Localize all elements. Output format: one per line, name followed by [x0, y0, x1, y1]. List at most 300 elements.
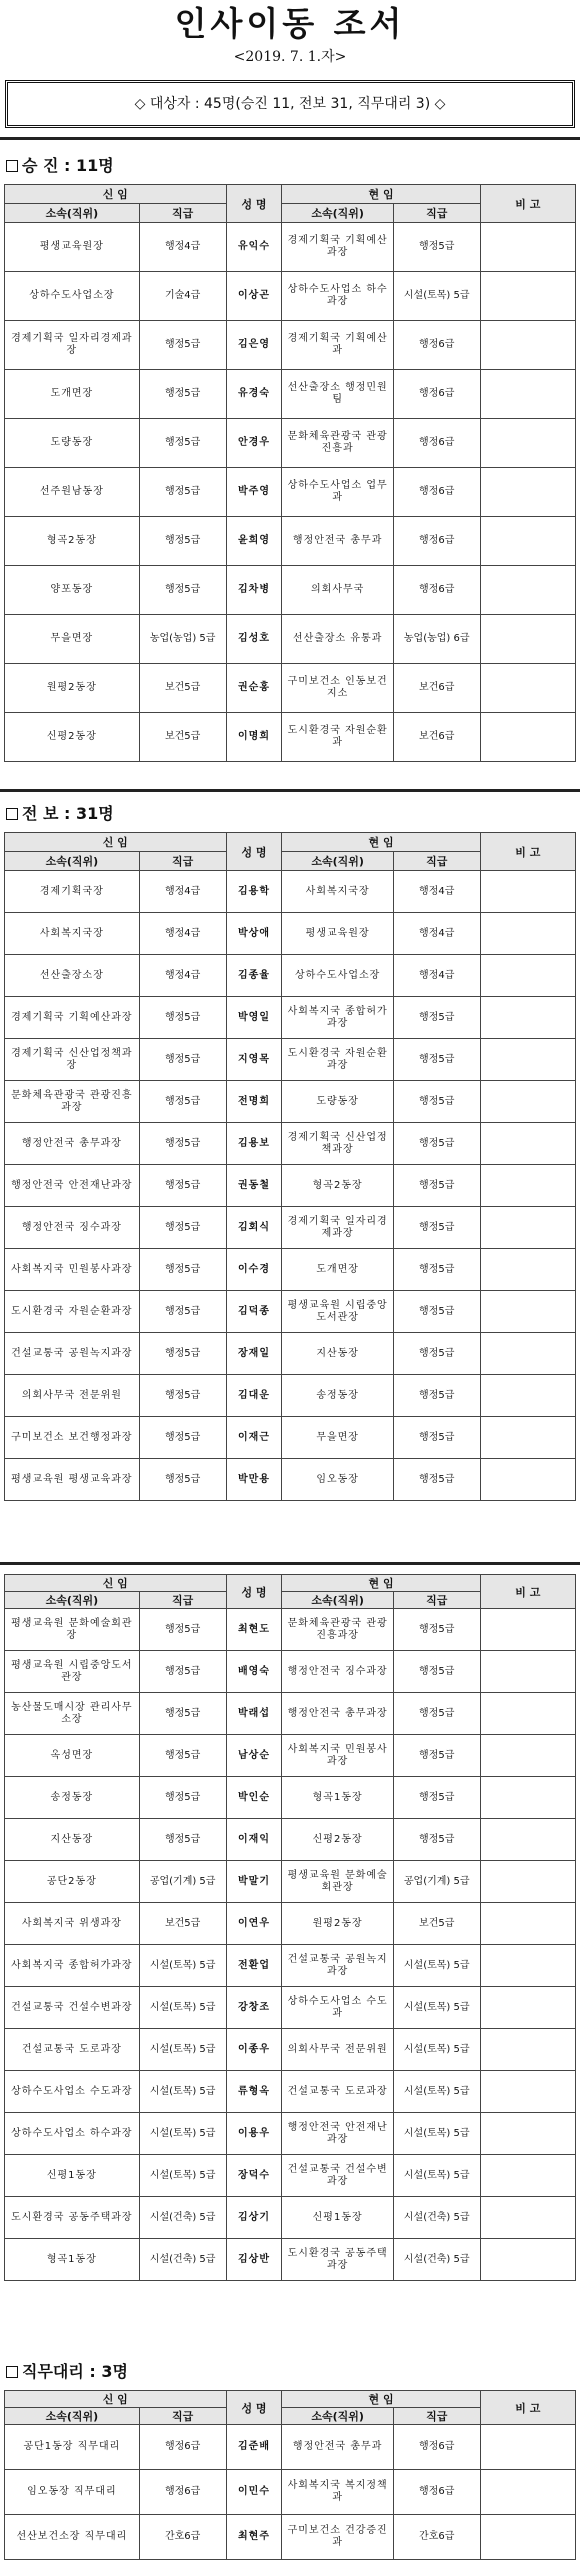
- document-title: 인사이동 조서: [174, 4, 406, 43]
- new-dept-cell: 선주원남동장: [5, 468, 140, 517]
- section-title-text: 직무대리 : 3명: [22, 2362, 128, 2381]
- table-row: [5, 1291, 576, 1333]
- current-grade-cell: 행정5급: [393, 1165, 480, 1207]
- current-grade-cell: 행정5급: [393, 1039, 480, 1081]
- table-row: [5, 566, 576, 615]
- new-dept-cell: 옥성면장: [5, 1735, 140, 1777]
- name-cell: 최현도: [226, 1609, 282, 1651]
- new-grade-cell: 행정6급: [139, 2470, 226, 2515]
- current-grade-cell: 보건6급: [393, 664, 480, 713]
- new-grade-cell: 보건5급: [139, 1903, 226, 1945]
- transfer-table: [4, 832, 576, 1501]
- summary-box: ◇ 대상자 : 45명(승진 11, 전보 31, 직무대리 3) ◇: [5, 80, 575, 128]
- current-grade-cell: 행정5급: [393, 1609, 480, 1651]
- name-cell: 유익수: [226, 223, 282, 272]
- current-dept-cell: 상하수도사업소장: [282, 955, 393, 997]
- current-dept-cell: 도시환경국 자원순환과장: [282, 1039, 393, 1081]
- new-dept-cell: 지산동장: [5, 1819, 140, 1861]
- current-grade-cell: 공업(기계) 5급: [393, 1861, 480, 1903]
- note-cell: [480, 1945, 575, 1987]
- note-cell: [480, 272, 575, 321]
- new-grade-cell: 시설(토목) 5급: [139, 2071, 226, 2113]
- new-dept-cell: 신평1동장: [5, 2155, 140, 2197]
- header-name: 성 명: [226, 833, 282, 871]
- header-grade: 직급: [393, 2408, 480, 2425]
- note-cell: [480, 2515, 575, 2560]
- name-cell: 강창조: [226, 1987, 282, 2029]
- table-row: [5, 1945, 576, 1987]
- table-row: [5, 615, 576, 664]
- current-dept-cell: 사회복지국 복지정책과: [282, 2470, 393, 2515]
- current-dept-cell: 사회복지국장: [282, 871, 393, 913]
- current-grade-cell: 보건6급: [393, 713, 480, 762]
- header-dept: 소속(직위): [282, 1592, 393, 1609]
- new-dept-cell: 형곡1동장: [5, 2239, 140, 2281]
- new-dept-cell: 도량동장: [5, 419, 140, 468]
- table-row: [5, 1081, 576, 1123]
- note-cell: [480, 1735, 575, 1777]
- table-row: [5, 370, 576, 419]
- table-row: [5, 2113, 576, 2155]
- name-cell: 이수경: [226, 1249, 282, 1291]
- new-dept-cell: 선산보건소장 직무대리: [5, 2515, 140, 2560]
- note-cell: [480, 1081, 575, 1123]
- table-row: [5, 1375, 576, 1417]
- note-cell: [480, 1693, 575, 1735]
- note-cell: [480, 2113, 575, 2155]
- new-grade-cell: 행정5급: [139, 1609, 226, 1651]
- name-cell: 지영목: [226, 1039, 282, 1081]
- new-grade-cell: 시설(토목) 5급: [139, 2113, 226, 2155]
- new-grade-cell: 행정4급: [139, 913, 226, 955]
- current-dept-cell: 도량동장: [282, 1081, 393, 1123]
- current-grade-cell: 시설(토목) 5급: [393, 2029, 480, 2071]
- name-cell: 김은영: [226, 321, 282, 370]
- table-row: [5, 517, 576, 566]
- note-cell: [480, 517, 575, 566]
- current-dept-cell: 사회복지국 종합허가과장: [282, 997, 393, 1039]
- name-cell: 김덕종: [226, 1291, 282, 1333]
- table-row: [5, 1777, 576, 1819]
- current-grade-cell: 행정5급: [393, 1291, 480, 1333]
- current-dept-cell: 행정안전국 총무과: [282, 2425, 393, 2470]
- note-cell: [480, 2470, 575, 2515]
- current-grade-cell: 행정5급: [393, 1651, 480, 1693]
- new-dept-cell: 구미보건소 보건행정과장: [5, 1417, 140, 1459]
- current-dept-cell: 행정안전국 총무과: [282, 517, 393, 566]
- new-grade-cell: 시설(토목) 5급: [139, 1945, 226, 1987]
- new-grade-cell: 행정5급: [139, 1375, 226, 1417]
- table-row: [5, 955, 576, 997]
- note-cell: [480, 664, 575, 713]
- name-cell: 박만용: [226, 1459, 282, 1501]
- note-cell: [480, 223, 575, 272]
- current-grade-cell: 행정5급: [393, 1375, 480, 1417]
- header-note: 비 고: [480, 1575, 575, 1609]
- table-row: [5, 871, 576, 913]
- new-grade-cell: 행정5급: [139, 1039, 226, 1081]
- transfer-table-continued: [4, 1574, 576, 2281]
- current-grade-cell: 행정6급: [393, 419, 480, 468]
- current-grade-cell: 시설(토목) 5급: [393, 1945, 480, 1987]
- table-row: [5, 1207, 576, 1249]
- header-dept: 소속(직위): [5, 1592, 140, 1609]
- table-row: [5, 1609, 576, 1651]
- note-cell: [480, 1375, 575, 1417]
- new-grade-cell: 간호6급: [139, 2515, 226, 2560]
- name-cell: 최현주: [226, 2515, 282, 2560]
- new-dept-cell: 상하수도사업소장: [5, 272, 140, 321]
- current-dept-cell: 상하수도사업소 업무과: [282, 468, 393, 517]
- new-grade-cell: 행정5급: [139, 1777, 226, 1819]
- current-dept-cell: 행정안전국 총무과장: [282, 1693, 393, 1735]
- table-row: [5, 2197, 576, 2239]
- current-grade-cell: 행정6급: [393, 2470, 480, 2515]
- name-cell: 이용우: [226, 2113, 282, 2155]
- current-dept-cell: 형곡2동장: [282, 1165, 393, 1207]
- new-grade-cell: 시설(토목) 5급: [139, 2029, 226, 2071]
- new-grade-cell: 행정5급: [139, 468, 226, 517]
- header-grade: 직급: [139, 204, 226, 223]
- new-dept-cell: 평생교육원 문화예술회관장: [5, 1609, 140, 1651]
- new-dept-cell: 도시환경국 공동주택과장: [5, 2197, 140, 2239]
- header-name: 성 명: [226, 1575, 282, 1609]
- header-new-post: 신 임: [5, 1575, 227, 1592]
- new-grade-cell: 행정5급: [139, 1081, 226, 1123]
- section-title-transfer: [6, 804, 114, 824]
- divider: [0, 137, 580, 140]
- current-grade-cell: 행정5급: [393, 1249, 480, 1291]
- current-grade-cell: 행정6급: [393, 468, 480, 517]
- name-cell: 김회식: [226, 1207, 282, 1249]
- current-grade-cell: 시설(토목) 5급: [393, 2071, 480, 2113]
- header-dept: 소속(직위): [282, 2408, 393, 2425]
- table-row: [5, 1651, 576, 1693]
- note-cell: [480, 1903, 575, 1945]
- table-row: [5, 2029, 576, 2071]
- name-cell: 이민수: [226, 2470, 282, 2515]
- new-dept-cell: 송정동장: [5, 1777, 140, 1819]
- current-dept-cell: 평생교육원 문화예술회관장: [282, 1861, 393, 1903]
- current-dept-cell: 의회사무국: [282, 566, 393, 615]
- name-cell: 배영숙: [226, 1651, 282, 1693]
- table-row: [5, 1417, 576, 1459]
- header-grade: 직급: [139, 852, 226, 871]
- table-row: [5, 1333, 576, 1375]
- new-dept-cell: 도시환경국 자원순환과장: [5, 1291, 140, 1333]
- new-grade-cell: 행정5급: [139, 1249, 226, 1291]
- name-cell: 이재익: [226, 1819, 282, 1861]
- current-dept-cell: 건설교통국 건설수변과장: [282, 2155, 393, 2197]
- name-cell: 김종율: [226, 955, 282, 997]
- section-title-promotion: [6, 156, 114, 176]
- new-dept-cell: 농산물도매시장 관리사무소장: [5, 1693, 140, 1735]
- current-grade-cell: 보건5급: [393, 1903, 480, 1945]
- table-row: [5, 997, 576, 1039]
- note-cell: [480, 2071, 575, 2113]
- square-bullet-icon: [6, 2366, 18, 2378]
- current-dept-cell: 사회복지국 민원봉사과장: [282, 1735, 393, 1777]
- name-cell: 류형옥: [226, 2071, 282, 2113]
- name-cell: 이명희: [226, 713, 282, 762]
- current-grade-cell: 행정5급: [393, 223, 480, 272]
- new-dept-cell: 형곡2동장: [5, 517, 140, 566]
- name-cell: 김대운: [226, 1375, 282, 1417]
- current-dept-cell: 도개면장: [282, 1249, 393, 1291]
- name-cell: 박주영: [226, 468, 282, 517]
- current-grade-cell: 시설(토목) 5급: [393, 1987, 480, 2029]
- divider: [0, 789, 580, 792]
- table-row: [5, 1861, 576, 1903]
- table-row: [5, 1249, 576, 1291]
- current-grade-cell: 행정5급: [393, 1693, 480, 1735]
- table-row: [5, 1693, 576, 1735]
- name-cell: 박말기: [226, 1861, 282, 1903]
- current-grade-cell: 행정6급: [393, 321, 480, 370]
- current-dept-cell: 임오동장: [282, 1459, 393, 1501]
- new-dept-cell: 문화체육관광국 관광진흥과장: [5, 1081, 140, 1123]
- name-cell: 윤희영: [226, 517, 282, 566]
- note-cell: [480, 871, 575, 913]
- new-grade-cell: 행정5급: [139, 1333, 226, 1375]
- current-dept-cell: 경제기획국 신산업정책과장: [282, 1123, 393, 1165]
- table-row: [5, 1123, 576, 1165]
- note-cell: [480, 2029, 575, 2071]
- new-dept-cell: 경제기획국 기획예산과장: [5, 997, 140, 1039]
- current-grade-cell: 시설(건축) 5급: [393, 2239, 480, 2281]
- current-dept-cell: 평생교육원 시립중앙도서관장: [282, 1291, 393, 1333]
- current-grade-cell: 행정5급: [393, 1735, 480, 1777]
- note-cell: [480, 1459, 575, 1501]
- name-cell: 김상기: [226, 2197, 282, 2239]
- new-grade-cell: 행정5급: [139, 321, 226, 370]
- section-title-acting: [6, 2362, 128, 2382]
- section-title-text: 전 보 : 31명: [22, 804, 114, 823]
- table-header-row: [5, 833, 576, 852]
- new-dept-cell: 도개면장: [5, 370, 140, 419]
- header-grade: 직급: [139, 2408, 226, 2425]
- new-dept-cell: 경제기획국장: [5, 871, 140, 913]
- current-dept-cell: 송정동장: [282, 1375, 393, 1417]
- current-dept-cell: 선산출장소 유통과: [282, 615, 393, 664]
- header-dept: 소속(직위): [282, 204, 393, 223]
- current-dept-cell: 행정안전국 안전재난과장: [282, 2113, 393, 2155]
- header-grade: 직급: [393, 852, 480, 871]
- name-cell: 남상순: [226, 1735, 282, 1777]
- note-cell: [480, 1819, 575, 1861]
- current-dept-cell: 무을면장: [282, 1417, 393, 1459]
- new-grade-cell: 농업(농업) 5급: [139, 615, 226, 664]
- note-cell: [480, 1861, 575, 1903]
- new-grade-cell: 행정6급: [139, 2425, 226, 2470]
- note-cell: [480, 1651, 575, 1693]
- table-row: [5, 713, 576, 762]
- new-dept-cell: 사회복지국 위생과장: [5, 1903, 140, 1945]
- new-grade-cell: 행정5급: [139, 370, 226, 419]
- name-cell: 김용보: [226, 1123, 282, 1165]
- table-row: [5, 2239, 576, 2281]
- current-dept-cell: 건설교통국 공원녹지과장: [282, 1945, 393, 1987]
- new-grade-cell: 보건5급: [139, 713, 226, 762]
- note-cell: [480, 1291, 575, 1333]
- header-current-post: 현 임: [282, 2391, 480, 2408]
- current-dept-cell: 문화체육관광국 관광진흥과: [282, 419, 393, 468]
- current-grade-cell: 행정4급: [393, 913, 480, 955]
- new-grade-cell: 시설(토목) 5급: [139, 2155, 226, 2197]
- new-dept-cell: 사회복지국 민원봉사과장: [5, 1249, 140, 1291]
- divider: [0, 1562, 580, 1565]
- table-row: [5, 1903, 576, 1945]
- new-dept-cell: 경제기획국 일자리경제과장: [5, 321, 140, 370]
- new-dept-cell: 행정안전국 안전재난과장: [5, 1165, 140, 1207]
- new-grade-cell: 행정5급: [139, 1417, 226, 1459]
- new-dept-cell: 의회사무국 전문위원: [5, 1375, 140, 1417]
- note-cell: [480, 1249, 575, 1291]
- name-cell: 김성호: [226, 615, 282, 664]
- new-grade-cell: 행정5급: [139, 1165, 226, 1207]
- current-grade-cell: 행정5급: [393, 1819, 480, 1861]
- current-dept-cell: 경제기획국 기획예산과장: [282, 223, 393, 272]
- current-grade-cell: 농업(농업) 6급: [393, 615, 480, 664]
- current-dept-cell: 구미보건소 건강증진과: [282, 2515, 393, 2560]
- header-current-post: 현 임: [282, 833, 480, 852]
- new-dept-cell: 건설교통국 건설수변과장: [5, 1987, 140, 2029]
- new-dept-cell: 평생교육원 시립중앙도서관장: [5, 1651, 140, 1693]
- promotion-table: [4, 184, 576, 762]
- new-dept-cell: 건설교통국 도로과장: [5, 2029, 140, 2071]
- name-cell: 권순홍: [226, 664, 282, 713]
- current-grade-cell: 행정4급: [393, 871, 480, 913]
- note-cell: [480, 566, 575, 615]
- new-dept-cell: 사회복지국장: [5, 913, 140, 955]
- header-current-post: 현 임: [282, 185, 480, 204]
- note-cell: [480, 1417, 575, 1459]
- note-cell: [480, 713, 575, 762]
- new-grade-cell: 보건5급: [139, 664, 226, 713]
- header-note: 비 고: [480, 185, 575, 223]
- current-dept-cell: 형곡1동장: [282, 1777, 393, 1819]
- new-grade-cell: 행정5급: [139, 1735, 226, 1777]
- name-cell: 안경우: [226, 419, 282, 468]
- new-dept-cell: 공단1동장 직무대리: [5, 2425, 140, 2470]
- header-grade: 직급: [393, 1592, 480, 1609]
- new-grade-cell: 공업(기계) 5급: [139, 1861, 226, 1903]
- new-grade-cell: 행정4급: [139, 223, 226, 272]
- table-row: [5, 2470, 576, 2515]
- new-grade-cell: 시설(토목) 5급: [139, 1987, 226, 2029]
- table-row: [5, 1459, 576, 1501]
- table-row: [5, 1819, 576, 1861]
- current-dept-cell: 상하수도사업소 하수과장: [282, 272, 393, 321]
- name-cell: 장덕수: [226, 2155, 282, 2197]
- current-grade-cell: 시설(토목) 5급: [393, 2113, 480, 2155]
- current-grade-cell: 행정5급: [393, 1459, 480, 1501]
- current-grade-cell: 행정5급: [393, 1417, 480, 1459]
- table-header-row: [5, 1575, 576, 1592]
- new-dept-cell: 선산출장소장: [5, 955, 140, 997]
- new-grade-cell: 행정5급: [139, 566, 226, 615]
- name-cell: 이상곤: [226, 272, 282, 321]
- note-cell: [480, 2239, 575, 2281]
- note-cell: [480, 913, 575, 955]
- name-cell: 이연우: [226, 1903, 282, 1945]
- name-cell: 전환업: [226, 1945, 282, 1987]
- current-grade-cell: 행정6급: [393, 2425, 480, 2470]
- current-grade-cell: 간호6급: [393, 2515, 480, 2560]
- table-header-row: [5, 2391, 576, 2408]
- note-cell: [480, 468, 575, 517]
- new-dept-cell: 건설교통국 공원녹지과장: [5, 1333, 140, 1375]
- current-grade-cell: 행정5급: [393, 997, 480, 1039]
- table-row: [5, 913, 576, 955]
- header-grade: 직급: [393, 204, 480, 223]
- name-cell: 전명희: [226, 1081, 282, 1123]
- name-cell: 박래섭: [226, 1693, 282, 1735]
- note-cell: [480, 1123, 575, 1165]
- new-dept-cell: 평생교육원장: [5, 223, 140, 272]
- table-row: [5, 2071, 576, 2113]
- header-name: 성 명: [226, 185, 282, 223]
- new-dept-cell: 양포동장: [5, 566, 140, 615]
- note-cell: [480, 2155, 575, 2197]
- new-dept-cell: 경제기획국 신산업정책과장: [5, 1039, 140, 1081]
- section-title-text: 승 진 : 11명: [22, 156, 114, 175]
- current-dept-cell: 문화체육관광국 관광진흥과장: [282, 1609, 393, 1651]
- current-dept-cell: 구미보건소 인동보건지소: [282, 664, 393, 713]
- new-grade-cell: 행정4급: [139, 871, 226, 913]
- current-dept-cell: 의회사무국 전문위원: [282, 2029, 393, 2071]
- header-note: 비 고: [480, 2391, 575, 2425]
- header-dept: 소속(직위): [282, 852, 393, 871]
- table-row: [5, 1165, 576, 1207]
- current-grade-cell: 행정5급: [393, 1333, 480, 1375]
- current-dept-cell: 신평2동장: [282, 1819, 393, 1861]
- current-dept-cell: 신평1동장: [282, 2197, 393, 2239]
- header-dept: 소속(직위): [5, 852, 140, 871]
- new-grade-cell: 행정5급: [139, 1123, 226, 1165]
- note-cell: [480, 615, 575, 664]
- current-dept-cell: 선산출장소 행정민원팀: [282, 370, 393, 419]
- header-dept: 소속(직위): [5, 2408, 140, 2425]
- new-grade-cell: 행정5급: [139, 1459, 226, 1501]
- header-dept: 소속(직위): [5, 204, 140, 223]
- note-cell: [480, 1987, 575, 2029]
- current-dept-cell: 행정안전국 징수과장: [282, 1651, 393, 1693]
- header-new-post: 신 임: [5, 833, 227, 852]
- table-row: [5, 2155, 576, 2197]
- current-grade-cell: 시설(토목) 5급: [393, 272, 480, 321]
- new-dept-cell: 원평2동장: [5, 664, 140, 713]
- note-cell: [480, 1333, 575, 1375]
- name-cell: 김차병: [226, 566, 282, 615]
- current-grade-cell: 행정5급: [393, 1207, 480, 1249]
- table-header-row: [5, 185, 576, 204]
- new-grade-cell: 행정5급: [139, 1651, 226, 1693]
- name-cell: 박영일: [226, 997, 282, 1039]
- new-dept-cell: 공단2동장: [5, 1861, 140, 1903]
- current-grade-cell: 행정5급: [393, 1777, 480, 1819]
- current-grade-cell: 시설(건축) 5급: [393, 2197, 480, 2239]
- new-grade-cell: 행정4급: [139, 955, 226, 997]
- note-cell: [480, 1039, 575, 1081]
- note-cell: [480, 1609, 575, 1651]
- name-cell: 권동철: [226, 1165, 282, 1207]
- table-row: [5, 321, 576, 370]
- name-cell: 장재일: [226, 1333, 282, 1375]
- table-row: [5, 272, 576, 321]
- new-dept-cell: 평생교육원 평생교육과장: [5, 1459, 140, 1501]
- header-note: 비 고: [480, 833, 575, 871]
